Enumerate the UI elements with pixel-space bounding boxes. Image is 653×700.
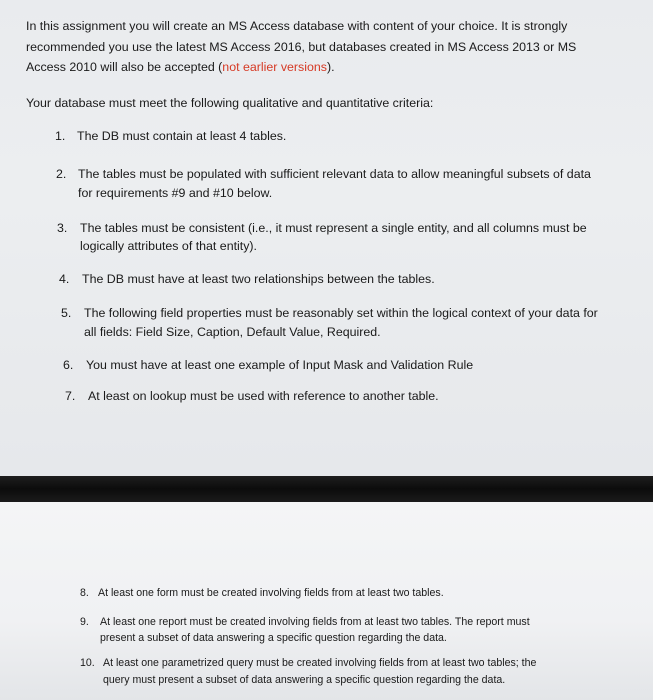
req-5-number: 5. — [61, 306, 72, 320]
req-2-line-2: for requirements #9 and #10 below. — [78, 186, 273, 200]
req-4-number: 4. — [59, 272, 70, 286]
req-8-line-1: At least one form must be created involving fields from at least two tables. — [98, 587, 444, 599]
intro-line-2: recommended you use the latest MS Access 2016, but databases created in MS Access 2013 or MS — [26, 40, 577, 54]
req-7-line-1: At least on lookup must be used with reference to another table. — [88, 389, 439, 403]
req-9-line-2: present a subset of data answering a specific question regarding the data. — [100, 632, 447, 644]
req-6-number: 6. — [63, 358, 74, 372]
req-1-number: 1. — [55, 129, 66, 143]
req-4-line-1: The DB must have at least two relationships between the tables. — [82, 272, 435, 286]
req-5-line-2: all fields: Field Size, Caption, Default Value, Required. — [84, 325, 381, 339]
req-3-line-1: The tables must be consistent (i.e., it must represent a single entity, and all columns must be — [80, 221, 587, 235]
req-8-number: 8. — [80, 587, 89, 599]
page-divider — [0, 476, 653, 502]
req-7-number: 7. — [65, 389, 76, 403]
req-3-line-2: logically attributes of that entity). — [80, 239, 257, 253]
intro-highlight-not-earlier: not earlier versions — [222, 60, 327, 74]
req-10-line-1: At least one parametrized query must be created involving fields from at least two tables; the — [103, 657, 537, 669]
req-2-number: 2. — [56, 167, 67, 181]
req-10-number: 10. — [80, 657, 95, 669]
req-3-number: 3. — [57, 221, 68, 235]
req-5-line-1: The following field properties must be reasonably set within the logical context of your data for — [84, 306, 598, 320]
intro-line-3-end: ). — [326, 60, 335, 74]
req-9-number: 9. — [80, 616, 89, 628]
criteria-heading: Your database must meet the following qualitative and quantitative criteria: — [26, 96, 434, 110]
intro-line-3-start: Access 2010 will also be accepted ( — [26, 60, 223, 74]
document-page-bottom — [0, 502, 653, 700]
intro-line-1: In this assignment you will create an MS Access database with content of your choice. It is strongly — [26, 19, 568, 33]
req-9-line-1: At least one report must be created involving fields from at least two tables. The report must — [100, 616, 530, 628]
req-10-line-2: query must present a subset of data answering a specific question regarding the data. — [103, 674, 506, 686]
req-1-line-1: The DB must contain at least 4 tables. — [77, 129, 287, 143]
intro-line-3 — [26, 59, 335, 75]
req-6-line-1: You must have at least one example of Input Mask and Validation Rule — [86, 358, 474, 372]
req-2-line-1: The tables must be populated with sufficient relevant data to allow meaningful subsets of data — [78, 167, 591, 181]
